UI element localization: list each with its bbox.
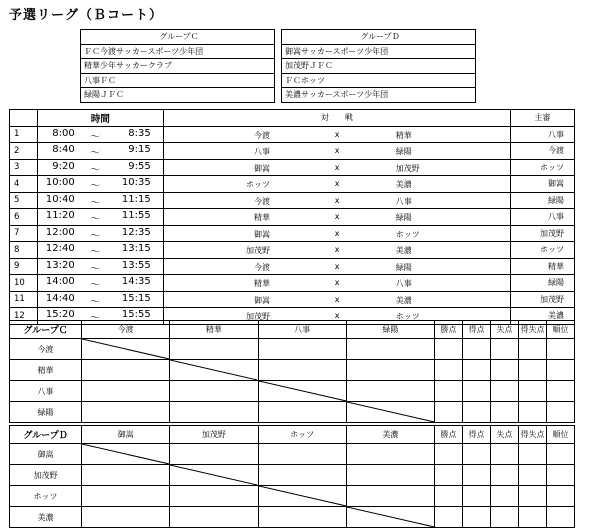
league-self-cell — [82, 444, 170, 465]
league-result-cell — [258, 360, 346, 381]
group-c-team: 緑陽ＪＦＣ — [81, 88, 275, 103]
league-self-cell — [170, 465, 258, 486]
group-d-team: 御嵩サッカースポーツ少年団 — [282, 44, 476, 59]
referee: 緑陽 — [511, 192, 575, 209]
referee: 加茂野 — [511, 225, 575, 242]
end-time: 10:35 — [121, 177, 151, 189]
referee: 今渡 — [511, 143, 575, 160]
league-stat-cell — [435, 465, 463, 486]
away-team: 美濃 — [395, 180, 412, 190]
vs-mark: x — [334, 228, 340, 238]
schedule-row — [10, 225, 575, 242]
league-stat-header: 得点 — [463, 426, 491, 444]
league-stat-cell — [463, 465, 491, 486]
schedule-row — [10, 291, 575, 308]
schedule-header-row — [10, 110, 575, 127]
home-team: 八事 — [254, 147, 271, 157]
league-stat-cell — [463, 339, 491, 360]
schedule-header-match: 対 戦 — [163, 110, 510, 127]
end-time: 8:35 — [128, 127, 151, 139]
match-pairing — [163, 176, 510, 193]
league-stat-cell — [518, 339, 546, 360]
league-stat-cell — [435, 402, 463, 423]
league-row — [10, 360, 575, 381]
league-stat-cell — [518, 507, 546, 528]
schedule-row — [10, 143, 575, 160]
league-result-cell — [170, 444, 258, 465]
end-time: 13:15 — [121, 243, 151, 255]
league-stat-cell — [435, 381, 463, 402]
league-row-team: 精華 — [10, 360, 82, 381]
league-group-label: グループＤ — [10, 426, 82, 444]
schedule-row — [10, 258, 575, 275]
home-team: 精華 — [254, 279, 271, 289]
league-result-cell — [170, 486, 258, 507]
league-row-team: 美濃 — [10, 507, 82, 528]
league-stat-cell — [490, 339, 518, 360]
league-row — [10, 465, 575, 486]
league-result-cell — [346, 486, 434, 507]
tilde: ～ — [89, 214, 100, 225]
away-team: 精華 — [395, 130, 412, 140]
schedule-row — [10, 209, 575, 226]
league-stat-cell — [435, 444, 463, 465]
league-stat-cell — [463, 486, 491, 507]
tilde: ～ — [89, 131, 100, 143]
diagonal-line — [347, 507, 434, 527]
match-number: 11 — [10, 291, 38, 308]
league-row-team: 加茂野 — [10, 465, 82, 486]
away-team: 緑陽 — [395, 213, 412, 223]
match-time — [37, 225, 163, 242]
match-time — [37, 291, 163, 308]
league-stat-cell — [518, 486, 546, 507]
group-d-team: 加茂野ＪＦＣ — [282, 59, 476, 74]
league-stat-header: 順位 — [546, 321, 574, 339]
league-col-team: ホッツ — [258, 426, 346, 444]
match-number: 3 — [10, 159, 38, 176]
league-col-team: 八事 — [258, 321, 346, 339]
end-time: 13:55 — [121, 259, 151, 271]
league-stat-cell — [546, 465, 574, 486]
match-pairing — [163, 192, 510, 209]
away-team: 美濃 — [395, 295, 412, 305]
tilde: ～ — [89, 148, 100, 159]
tilde: ～ — [89, 230, 100, 242]
end-time: 9:15 — [128, 144, 151, 156]
league-stat-cell — [490, 507, 518, 528]
start-time: 12:00 — [45, 226, 75, 238]
league-stat-header: 勝点 — [435, 426, 463, 444]
league-result-cell — [258, 507, 346, 528]
start-time: 12:40 — [45, 243, 75, 255]
start-time: 8:00 — [52, 127, 75, 139]
league-row — [10, 339, 575, 360]
home-team: ホッツ — [246, 180, 271, 190]
league-row — [10, 486, 575, 507]
group-d-title: グループＤ — [282, 30, 476, 45]
diagonal-line — [170, 360, 257, 380]
league-col-team: 今渡 — [82, 321, 170, 339]
league-row-team: ホッツ — [10, 486, 82, 507]
league-row — [10, 507, 575, 528]
league-stat-cell — [490, 381, 518, 402]
league-row — [10, 444, 575, 465]
league-col-team: 御嵩 — [82, 426, 170, 444]
start-time: 10:00 — [45, 177, 75, 189]
league-stat-cell — [435, 360, 463, 381]
end-time: 11:55 — [121, 210, 151, 222]
start-time: 8:40 — [52, 144, 75, 156]
schedule-row — [10, 242, 575, 259]
league-self-cell — [346, 507, 434, 528]
schedule-row — [10, 126, 575, 143]
league-result-cell — [258, 339, 346, 360]
vs-mark: x — [334, 311, 340, 321]
league-table-c — [9, 320, 575, 423]
group-d-box — [281, 29, 476, 103]
match-pairing — [163, 225, 510, 242]
league-result-cell — [170, 402, 258, 423]
start-time: 10:40 — [45, 193, 75, 205]
schedule-row — [10, 275, 575, 292]
end-time: 14:35 — [121, 276, 151, 288]
match-number: 5 — [10, 192, 38, 209]
league-row-team: 八事 — [10, 381, 82, 402]
home-team: 御嵩 — [254, 295, 271, 305]
referee: ホッツ — [511, 159, 575, 176]
referee: ホッツ — [511, 242, 575, 259]
end-time: 12:35 — [121, 226, 151, 238]
group-c-title: グループＣ — [81, 30, 275, 45]
league-header-row — [10, 426, 575, 444]
match-pairing — [163, 209, 510, 226]
league-col-team: 加茂野 — [170, 426, 258, 444]
match-number: 9 — [10, 258, 38, 275]
league-result-cell — [346, 444, 434, 465]
tilde: ～ — [89, 164, 100, 176]
league-table-d — [9, 425, 575, 528]
league-row — [10, 402, 575, 423]
league-row — [10, 381, 575, 402]
referee: 精華 — [511, 258, 575, 275]
away-team: 加茂野 — [395, 163, 420, 173]
league-stat-cell — [463, 360, 491, 381]
end-time: 11:15 — [121, 193, 151, 205]
start-time: 11:20 — [45, 210, 75, 222]
league-self-cell — [170, 360, 258, 381]
league-self-cell — [82, 339, 170, 360]
league-stat-cell — [463, 507, 491, 528]
league-stat-cell — [546, 360, 574, 381]
league-result-cell — [82, 507, 170, 528]
group-c-team: 八事ＦＣ — [81, 73, 275, 88]
league-stat-cell — [518, 465, 546, 486]
away-team: 美濃 — [395, 246, 412, 256]
league-header-row — [10, 321, 575, 339]
schedule-header-time: 時間 — [37, 110, 163, 127]
league-stat-cell — [546, 339, 574, 360]
league-stat-cell — [463, 444, 491, 465]
league-result-cell — [346, 381, 434, 402]
tilde: ～ — [89, 313, 100, 324]
group-d-team: ＦＣホッツ — [282, 73, 476, 88]
league-stat-header: 得失点 — [518, 321, 546, 339]
league-stat-cell — [463, 381, 491, 402]
league-stat-cell — [546, 444, 574, 465]
vs-mark: x — [334, 278, 340, 288]
away-team: 八事 — [395, 279, 412, 289]
match-time — [37, 242, 163, 259]
match-pairing — [163, 159, 510, 176]
referee: 緑陽 — [511, 275, 575, 292]
league-stat-cell — [490, 444, 518, 465]
match-time — [37, 258, 163, 275]
match-time — [37, 143, 163, 160]
league-row-team: 緑陽 — [10, 402, 82, 423]
match-pairing — [163, 143, 510, 160]
away-team: 緑陽 — [395, 262, 412, 272]
match-pairing — [163, 258, 510, 275]
league-col-team: 緑陽 — [346, 321, 434, 339]
end-time: 15:55 — [121, 309, 151, 321]
league-stat-cell — [463, 402, 491, 423]
diagonal-line — [82, 444, 169, 464]
match-number: 8 — [10, 242, 38, 259]
referee: 八事 — [511, 209, 575, 226]
league-result-cell — [82, 465, 170, 486]
schedule-row — [10, 176, 575, 193]
tilde: ～ — [89, 181, 100, 192]
schedule-header-referee: 主審 — [511, 110, 575, 127]
match-time — [37, 209, 163, 226]
league-stat-cell — [435, 507, 463, 528]
vs-mark: x — [334, 146, 340, 156]
match-time — [37, 192, 163, 209]
referee: 美濃 — [511, 308, 575, 325]
tilde: ～ — [89, 296, 100, 308]
group-c-team: ＦＣ今渡サッカースポーツ少年団 — [81, 44, 275, 59]
league-col-team: 精華 — [170, 321, 258, 339]
tilde: ～ — [89, 247, 100, 258]
league-stat-header: 勝点 — [435, 321, 463, 339]
match-number: 7 — [10, 225, 38, 242]
page-title: 予選リーグ（Ｂコート） — [9, 8, 164, 23]
home-team: 今渡 — [254, 262, 271, 272]
league-result-cell — [258, 444, 346, 465]
away-team: 緑陽 — [395, 147, 412, 157]
home-team: 精華 — [254, 213, 271, 223]
referee: 加茂野 — [511, 291, 575, 308]
home-team: 今渡 — [254, 130, 271, 140]
group-c-box — [80, 29, 275, 103]
league-group-label: グループＣ — [10, 321, 82, 339]
league-result-cell — [170, 339, 258, 360]
start-time: 14:00 — [45, 276, 75, 288]
league-stat-header: 順位 — [546, 426, 574, 444]
away-team: ホッツ — [395, 229, 420, 239]
home-team: 加茂野 — [246, 246, 271, 256]
vs-mark: x — [334, 195, 340, 205]
vs-mark: x — [334, 261, 340, 271]
league-self-cell — [258, 381, 346, 402]
end-time: 15:15 — [121, 292, 151, 304]
home-team: 今渡 — [254, 196, 271, 206]
league-stat-cell — [546, 507, 574, 528]
match-number: 1 — [10, 126, 38, 143]
match-number: 2 — [10, 143, 38, 160]
league-stat-cell — [546, 402, 574, 423]
league-result-cell — [346, 339, 434, 360]
match-time — [37, 126, 163, 143]
diagonal-line — [347, 402, 434, 422]
league-self-cell — [346, 402, 434, 423]
schedule-row — [10, 192, 575, 209]
league-result-cell — [82, 402, 170, 423]
league-row-team: 御嵩 — [10, 444, 82, 465]
home-team: 加茂野 — [246, 312, 271, 322]
match-time — [37, 159, 163, 176]
tilde: ～ — [89, 197, 100, 209]
league-result-cell — [82, 486, 170, 507]
league-stat-cell — [435, 486, 463, 507]
start-time: 9:20 — [52, 160, 75, 172]
end-time: 9:55 — [128, 160, 151, 172]
group-d-team: 美濃サッカースポーツ少年団 — [282, 88, 476, 103]
league-stat-cell — [518, 381, 546, 402]
match-number: 12 — [10, 308, 38, 325]
schedule-header-no — [10, 110, 38, 127]
league-stat-cell — [490, 360, 518, 381]
vs-mark: x — [334, 129, 340, 139]
match-pairing — [163, 291, 510, 308]
league-stat-header: 失点 — [490, 426, 518, 444]
vs-mark: x — [334, 179, 340, 189]
match-number: 10 — [10, 275, 38, 292]
league-stat-cell — [518, 360, 546, 381]
match-time — [37, 275, 163, 292]
league-self-cell — [258, 486, 346, 507]
league-result-cell — [346, 360, 434, 381]
referee: 八事 — [511, 126, 575, 143]
home-team: 御嵩 — [254, 229, 271, 239]
match-time — [37, 176, 163, 193]
league-result-cell — [346, 465, 434, 486]
league-result-cell — [258, 402, 346, 423]
league-stat-header: 得失点 — [518, 426, 546, 444]
league-stat-cell — [490, 402, 518, 423]
away-team: 八事 — [395, 196, 412, 206]
start-time: 13:20 — [45, 259, 75, 271]
league-row-team: 今渡 — [10, 339, 82, 360]
diagonal-line — [259, 381, 346, 401]
schedule-table — [9, 109, 575, 325]
match-number: 6 — [10, 209, 38, 226]
league-result-cell — [82, 381, 170, 402]
diagonal-line — [82, 339, 169, 359]
match-pairing — [163, 275, 510, 292]
referee: 御嵩 — [511, 176, 575, 193]
league-col-team: 美濃 — [346, 426, 434, 444]
league-result-cell — [82, 360, 170, 381]
league-result-cell — [170, 381, 258, 402]
league-result-cell — [170, 507, 258, 528]
league-stat-cell — [490, 465, 518, 486]
match-pairing — [163, 242, 510, 259]
league-stat-header: 得点 — [463, 321, 491, 339]
league-stat-cell — [546, 381, 574, 402]
tilde: ～ — [89, 263, 100, 275]
vs-mark: x — [334, 212, 340, 222]
league-stat-cell — [490, 486, 518, 507]
group-c-team: 精華少年サッカークラブ — [81, 59, 275, 74]
away-team: ホッツ — [395, 312, 420, 322]
diagonal-line — [259, 486, 346, 506]
diagonal-line — [170, 465, 257, 485]
schedule-row — [10, 159, 575, 176]
league-stat-cell — [546, 486, 574, 507]
vs-mark: x — [334, 162, 340, 172]
start-time: 15:20 — [45, 309, 75, 321]
vs-mark: x — [334, 245, 340, 255]
start-time: 14:40 — [45, 292, 75, 304]
match-pairing — [163, 126, 510, 143]
league-stat-cell — [435, 339, 463, 360]
league-stat-cell — [518, 402, 546, 423]
match-number: 4 — [10, 176, 38, 193]
league-result-cell — [258, 465, 346, 486]
tilde: ～ — [89, 280, 100, 291]
league-stat-header: 失点 — [490, 321, 518, 339]
league-stat-cell — [518, 444, 546, 465]
home-team: 御嵩 — [254, 163, 271, 173]
vs-mark: x — [334, 294, 340, 304]
